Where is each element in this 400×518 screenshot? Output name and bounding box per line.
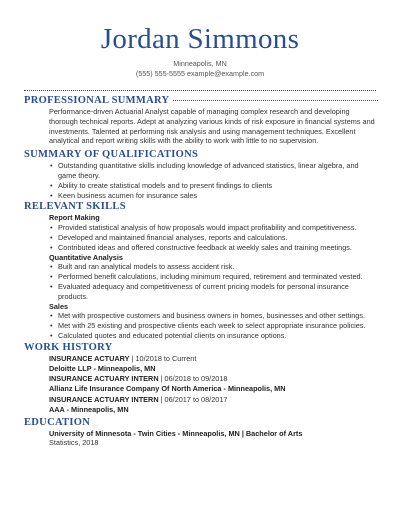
section-title-education-text: EDUCATION	[24, 416, 91, 428]
job-dates: | 10/2018 to Current	[129, 353, 197, 363]
list-item: • Ability to create statistical models and to present findings to clients	[49, 181, 378, 191]
summary-paragraph: Performance-driven Actuarial Analyst capable of managing complex research and developing thorough technical reports. Adept at analyzing various kinds of risk exposure in financial systems and investments. Talented at performing risk analysis and using management techniques. Excellent analytical and report writing skills with the ability to work with little to no supervision.	[49, 107, 375, 146]
education-field: Statistics, 2018	[49, 438, 99, 448]
job-company: Deloitte LLP - Minneapolis, MN	[49, 363, 156, 373]
job-title: INSURANCE ACTUARY	[49, 353, 130, 363]
skill-list	[49, 262, 378, 301]
list-item: • Built and ran analytical models to assess accident risk.	[49, 262, 378, 272]
section-divider	[173, 100, 378, 101]
section-title-work-text: WORK HISTORY	[24, 341, 113, 353]
list-item: • Contributed ideas and offered constructive feedback at weekly sales and training meetings.	[49, 243, 378, 253]
section-title-summary	[24, 94, 378, 107]
job-title: INSURANCE ACTUARY INTERN	[49, 394, 159, 404]
qualifications-list	[49, 161, 378, 200]
list-item: • Outstanding quantitative skills including knowledge of advanced statistics, linear algebra, and game theory.	[49, 161, 378, 181]
job-entry	[49, 395, 378, 405]
resume-header	[0, 0, 400, 79]
skill-heading: Quantitative Analysis	[49, 252, 123, 262]
list-item: • Keen business acumen for insurance sales	[49, 191, 378, 201]
list-item: • Evaluated adequacy and competitiveness of current pricing models for personal insurance products.	[49, 282, 378, 302]
skill-heading: Sales	[49, 301, 69, 311]
education-school: University of Minnesota - Twin Cities - Minneapolis, MN | Bachelor of Arts	[49, 428, 303, 438]
list-item: • Performed benefit calculations, including minimum required, retirement and terminated vested.	[49, 272, 378, 282]
section-title-skills-text: RELEVANT SKILLS	[24, 201, 126, 213]
skill-list	[49, 311, 378, 340]
list-item: • Provided statistical analysis of how proposals would impact profitability and competitiveness.	[49, 223, 378, 233]
resume-body	[24, 94, 378, 448]
list-item: • Met with prospective customers and business owners in homes, businesses and other settings.	[49, 311, 378, 321]
list-item: • Developed and maintained financial analyses, reports and calculations.	[49, 233, 378, 243]
section-title-qualifications	[24, 148, 378, 161]
list-item: • Calculated quotes and educated potential clients on insurance options.	[49, 331, 378, 341]
section-title-summary-text: PROFESSIONAL SUMMARY	[24, 95, 170, 106]
job-title: INSURANCE ACTUARY INTERN	[49, 374, 159, 384]
section-title-work	[24, 341, 378, 354]
candidate-name: Jordan Simmons	[100, 23, 300, 55]
job-entry	[49, 374, 378, 384]
job-entry	[49, 354, 378, 364]
section-title-skills	[24, 200, 378, 213]
job-dates: | 06/2018 to 09/2018	[158, 374, 228, 384]
skill-list	[49, 223, 378, 252]
job-dates: | 06/2017 to 08/2017	[158, 394, 228, 404]
job-company: AAA - Minneapolis, MN	[49, 404, 129, 414]
location-line: Minneapolis, MN	[173, 59, 227, 68]
skill-heading: Report Making	[49, 213, 100, 223]
list-item: • Met with 25 existing and prospective clients each week to select appropriate insurance policies.	[49, 321, 378, 331]
section-title-qualifications-text: SUMMARY OF QUALIFICATIONS	[24, 149, 199, 161]
header-divider	[24, 90, 376, 91]
contact-line: (555) 555-5555 example@example.com	[135, 69, 265, 78]
job-company: Allianz Life Insurance Company Of North America - Minneapolis, MN	[49, 384, 286, 394]
section-title-education	[24, 416, 378, 429]
